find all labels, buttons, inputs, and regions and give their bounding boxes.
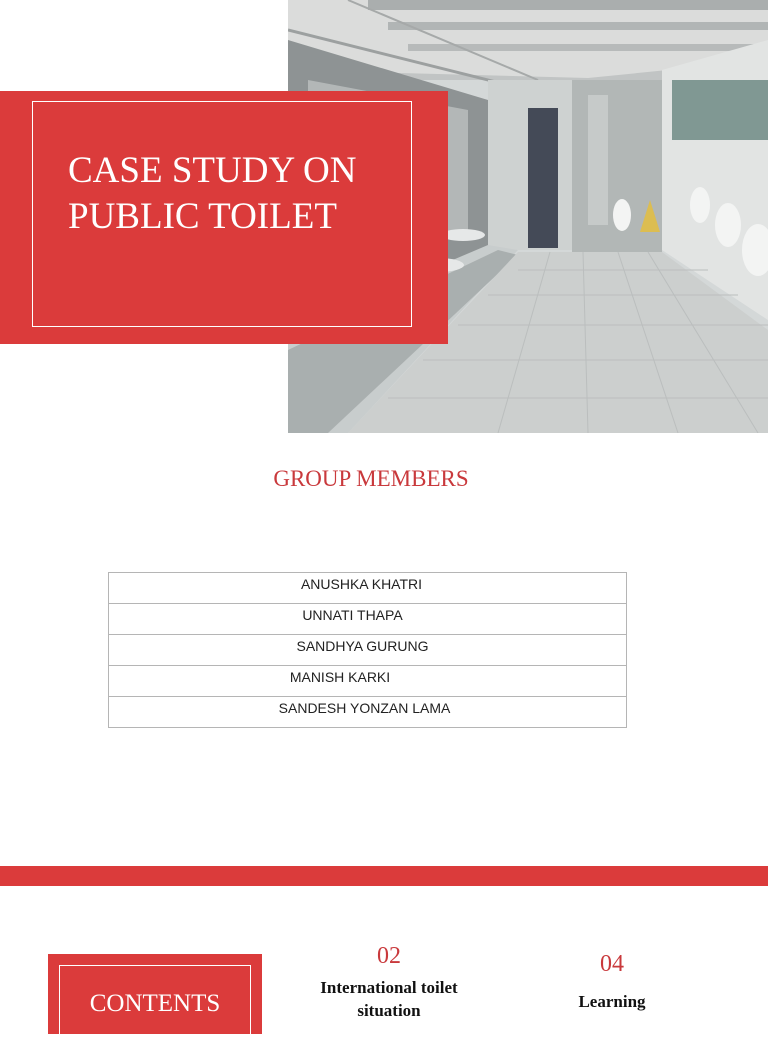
member-name: SANDESH YONZAN LAMA (278, 700, 451, 716)
contents-item-number: 02 (377, 943, 401, 969)
member-cell (109, 604, 627, 635)
contents-heading: CONTENTS (89, 990, 221, 1017)
table-row (109, 604, 627, 635)
member-cell (109, 573, 627, 604)
contents-item-04 (552, 950, 672, 1013)
section-divider (0, 866, 768, 886)
member-name: SANDHYA GURUNG (296, 638, 429, 654)
member-name: ANUSHKA KHATRI (300, 576, 423, 592)
contents-item-02 (305, 942, 473, 1022)
table-row (109, 697, 627, 728)
group-members-table (108, 572, 627, 728)
member-name: MANISH KARKI (289, 669, 391, 685)
member-cell (109, 666, 627, 697)
member-cell (109, 635, 627, 666)
title-box (0, 91, 448, 344)
table-row (109, 666, 627, 697)
contents-item-label: International toilet situation (320, 978, 458, 1020)
member-name: UNNATI THAPA (302, 607, 403, 623)
contents-box (48, 954, 262, 1034)
table-row (109, 635, 627, 666)
page-title: CASE STUDY ON PUBLIC TOILET (68, 150, 357, 237)
member-cell (109, 697, 627, 728)
contents-item-number: 04 (600, 951, 624, 977)
group-members-heading: GROUP MEMBERS (273, 466, 469, 491)
title-frame (32, 101, 412, 327)
table-row (109, 573, 627, 604)
contents-item-label: Learning (578, 992, 646, 1011)
